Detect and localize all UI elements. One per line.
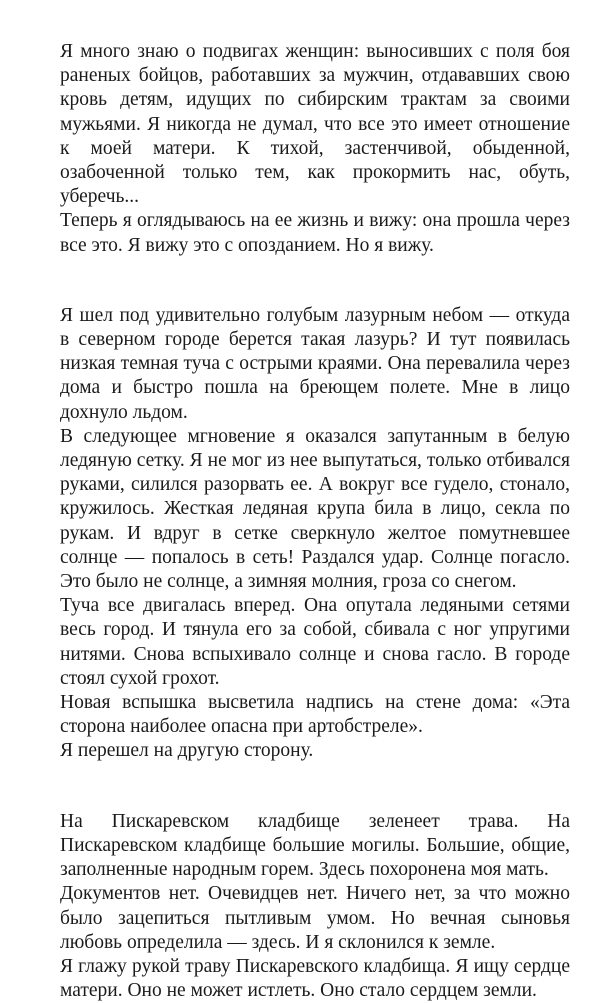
paragraph: Я шел под удивительно голубым лазурным небом — откуда в северном городе берется такая лазурь? И тут появилась низкая темная туча с острыми краями. Она перевалила через дома и быстро пошла на бреющем полете. Мне в лицо дохнуло льдом. (60, 304, 570, 423)
paragraph: Я перешел на другую сторону. (60, 740, 314, 762)
paragraph: На Пискаревском кладбище зеленеет трава. На Пискаревском кладбище большие могилы. Большие, общие, заполненные народным горем. Здесь похоронена моя мать. (60, 810, 570, 881)
book-page (60, 40, 570, 1003)
paragraph: В следующее мгновение я оказался запутанным в белую ледяную сетку. Я не мог из нее выпутаться, только отбивался руками, силился разорвать ее. А вокруг все гудело, стонало, кружилось. Жесткая ледяная крупа била в лицо, секла по рукам. И вдруг в сетке сверкнуло желтое помутневшее солнце — попалось в сеть! Раздался удар. Солнце погасло. Это было не солнце, а зимняя молния, гроза со снегом. (60, 425, 570, 593)
text-section-mother (60, 40, 570, 258)
paragraph: Я много знаю о подвигах женщин: выносивших с поля боя раненых бойцов, работавших за мужчин, отдававших свою кровь детям, идущих по сибирским трактам за своими мужьями. Я никогда не думал, что все это имеет отношение к моей матери. К тихой, застенчивой, обыденной, озабоченной только тем, как прокормить нас, обуть, уберечь... (60, 41, 570, 208)
text-section-cemetery (60, 810, 570, 1003)
paragraph: Новая вспышка высветила надпись на стене дома: «Эта сторона наиболее опасна при артобстреле». (60, 692, 570, 738)
text-section-storm (60, 304, 570, 764)
paragraph: Документов нет. Очевидцев нет. Ничего нет, за что можно было зацепиться пытливым умом. Но вечная сыновья любовь определила — здесь. И я склонился к земле. (60, 883, 570, 953)
paragraph: Туча все двигалась вперед. Она опутала ледяными сетями весь город. И тянула его за собой, сбивала с ног упругими нитями. Снова вспыхивало солнце и снова гасло. В городе стоял сухой грохот. (60, 595, 570, 689)
paragraph: Я глажу рукой траву Пискаревского кладбища. Я ищу сердце матери. Оно не может истлеть. Оно стало сердцем земли. (60, 955, 570, 1002)
paragraph: Теперь я оглядываюсь на ее жизнь и вижу: она прошла через все это. Я вижу это с опозданием. Но я вижу. (60, 210, 570, 256)
